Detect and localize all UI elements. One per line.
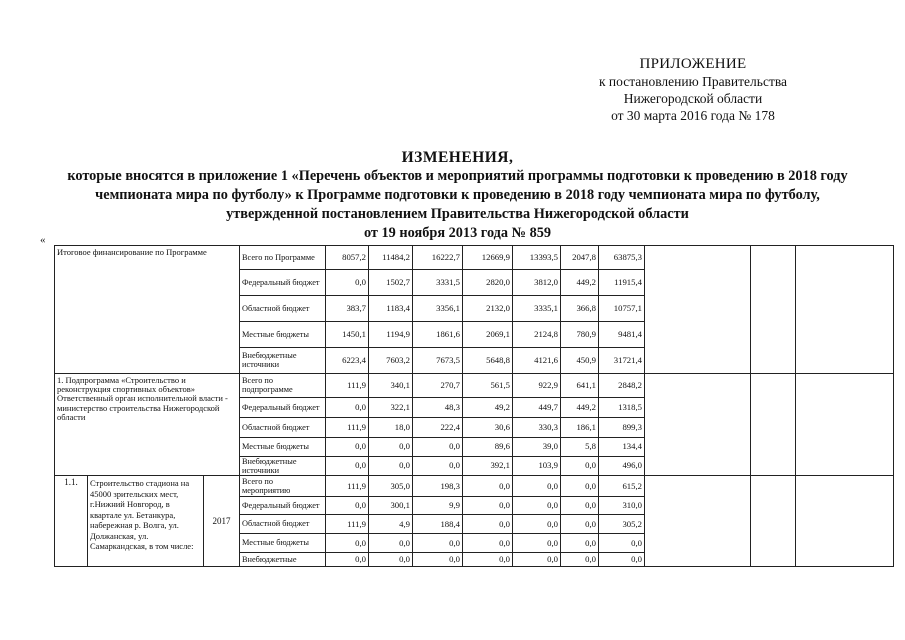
funding-value: 7603,2	[369, 348, 413, 374]
funding-value: 899,3	[599, 418, 645, 438]
funding-value: 3356,1	[413, 296, 463, 322]
funding-value: 0,0	[463, 553, 513, 567]
funding-value: 2820,0	[463, 270, 513, 296]
funding-value: 0,0	[413, 553, 463, 567]
funding-value: 103,9	[513, 457, 561, 476]
funding-value: 641,1	[561, 374, 599, 398]
funding-value: 0,0	[326, 497, 369, 515]
funding-value: 450,9	[561, 348, 599, 374]
funding-value: 340,1	[369, 374, 413, 398]
funding-value: 9,9	[413, 497, 463, 515]
funding-type: Внебюджетные источники	[240, 457, 326, 476]
funding-value: 10757,1	[599, 296, 645, 322]
object-year: 2017	[204, 476, 240, 567]
document-title	[20, 148, 895, 243]
funding-type: Внебюджетные	[240, 553, 326, 567]
appendix-line: к постановлению Правительства	[598, 74, 788, 89]
funding-value: 0,0	[463, 497, 513, 515]
funding-value: 2848,2	[599, 374, 645, 398]
table-row	[55, 246, 894, 270]
funding-value: 2124,8	[513, 322, 561, 348]
funding-value: 615,2	[599, 476, 645, 497]
funding-value: 392,1	[463, 457, 513, 476]
funding-value: 3335,1	[513, 296, 561, 322]
funding-value: 0,0	[326, 438, 369, 457]
funding-value: 2047,8	[561, 246, 599, 270]
funding-value: 39,0	[513, 438, 561, 457]
title-line: утвержденной постановлением Правительства Нижегородской области	[226, 206, 689, 222]
table-row	[55, 374, 894, 398]
funding-value: 0,0	[561, 457, 599, 476]
funding-value: 0,0	[413, 438, 463, 457]
funding-value: 16222,7	[413, 246, 463, 270]
funding-value: 0,0	[513, 515, 561, 534]
funding-value: 111,9	[326, 476, 369, 497]
funding-value: 31721,4	[599, 348, 645, 374]
funding-type: Всего по подпрограмме	[240, 374, 326, 398]
appendix-block	[563, 56, 823, 124]
funding-value: 11915,4	[599, 270, 645, 296]
funding-value: 300,1	[369, 497, 413, 515]
funding-value: 1194,9	[369, 322, 413, 348]
blank-col-c	[796, 476, 894, 567]
funding-value: 305,2	[599, 515, 645, 534]
funding-value: 6223,4	[326, 348, 369, 374]
funding-value: 0,0	[599, 534, 645, 553]
funding-value: 383,7	[326, 296, 369, 322]
funding-value: 2069,1	[463, 322, 513, 348]
funding-type: Федеральный бюджет	[240, 497, 326, 515]
funding-value: 5,8	[561, 438, 599, 457]
blank-col-b	[751, 476, 796, 567]
funding-value: 1318,5	[599, 398, 645, 418]
appendix-heading: ПРИЛОЖЕНИЕ	[639, 56, 747, 72]
funding-value: 780,9	[561, 322, 599, 348]
funding-value: 1861,6	[413, 322, 463, 348]
funding-type: Федеральный бюджет	[240, 398, 326, 418]
funding-value: 188,4	[413, 515, 463, 534]
funding-value: 111,9	[326, 418, 369, 438]
funding-value: 270,7	[413, 374, 463, 398]
funding-value: 366,8	[561, 296, 599, 322]
funding-value: 449,2	[561, 398, 599, 418]
funding-value: 0,0	[513, 497, 561, 515]
funding-value: 4121,6	[513, 348, 561, 374]
blank-col-c	[796, 246, 894, 374]
funding-value: 922,9	[513, 374, 561, 398]
funding-value: 5648,8	[463, 348, 513, 374]
appendix-line: Нижегородской области	[623, 91, 763, 106]
funding-value: 7673,5	[413, 348, 463, 374]
funding-value: 0,0	[513, 534, 561, 553]
funding-value: 0,0	[326, 553, 369, 567]
funding-value: 0,0	[513, 476, 561, 497]
funding-value: 198,3	[413, 476, 463, 497]
title-line: от 19 ноября 2013 года № 859	[363, 225, 552, 241]
funding-value: 0,0	[599, 553, 645, 567]
appendix-line: от 30 марта 2016 года № 178	[611, 108, 775, 123]
object-name: Строительство стадиона на 45000 зрительских мест, г.Нижний Новгород, в квартале ул. Бетанкура, набережная р. Волга, ул. Должанская, ул. Самаркандская, в том числе:	[88, 476, 204, 567]
blank-col-c	[796, 374, 894, 476]
funding-value: 12669,9	[463, 246, 513, 270]
funding-value: 0,0	[561, 553, 599, 567]
funding-value: 449,2	[561, 270, 599, 296]
funding-value: 330,3	[513, 418, 561, 438]
title-main: ИЗМЕНЕНИЯ,	[401, 149, 514, 166]
funding-type: Внебюджетные источники	[240, 348, 326, 374]
funding-value: 0,0	[369, 553, 413, 567]
funding-value: 305,0	[369, 476, 413, 497]
funding-value: 322,1	[369, 398, 413, 418]
funding-value: 11484,2	[369, 246, 413, 270]
funding-value: 0,0	[463, 476, 513, 497]
funding-value: 134,4	[599, 438, 645, 457]
funding-value: 0,0	[326, 270, 369, 296]
funding-type: Областной бюджет	[240, 296, 326, 322]
funding-value: 0,0	[326, 534, 369, 553]
funding-value: 561,5	[463, 374, 513, 398]
blank-col-a	[645, 374, 751, 476]
blank-col-b	[751, 374, 796, 476]
funding-value: 186,1	[561, 418, 599, 438]
funding-value: 449,7	[513, 398, 561, 418]
funding-value: 111,9	[326, 374, 369, 398]
funding-value: 8057,2	[326, 246, 369, 270]
funding-value: 0,0	[326, 398, 369, 418]
funding-value: 0,0	[463, 534, 513, 553]
funding-value: 3812,0	[513, 270, 561, 296]
funding-type: Всего по Программе	[240, 246, 326, 270]
table-row	[55, 476, 894, 497]
funding-type: Местные бюджеты	[240, 322, 326, 348]
funding-value: 0,0	[369, 457, 413, 476]
funding-value: 0,0	[413, 457, 463, 476]
funding-value: 9481,4	[599, 322, 645, 348]
funding-value: 3331,5	[413, 270, 463, 296]
object-index: 1.1.	[55, 476, 88, 567]
funding-value: 30,6	[463, 418, 513, 438]
section-name: 1. Подпрограмма «Строительство и реконструкция спортивных объектов» Ответственный орган исполнительной власти - министерство строительства Нижегородской области	[55, 374, 240, 476]
section-name: Итоговое финансирование по Программе	[55, 246, 240, 374]
funding-value: 0,0	[513, 553, 561, 567]
funding-value: 0,0	[561, 515, 599, 534]
funding-value: 0,0	[561, 476, 599, 497]
funding-type: Местные бюджеты	[240, 534, 326, 553]
title-line: которые вносятся в приложение 1 «Перечень объектов и мероприятий программы подготовки к проведению в 2018 году	[67, 168, 848, 184]
funding-value: 18,0	[369, 418, 413, 438]
funding-type: Всего по мероприятию	[240, 476, 326, 497]
funding-type: Областной бюджет	[240, 418, 326, 438]
funding-value: 0,0	[413, 534, 463, 553]
funding-value: 4,9	[369, 515, 413, 534]
funding-value: 222,4	[413, 418, 463, 438]
funding-value: 111,9	[326, 515, 369, 534]
funding-type: Областной бюджет	[240, 515, 326, 534]
blank-col-a	[645, 476, 751, 567]
funding-value: 1183,4	[369, 296, 413, 322]
funding-value: 13393,5	[513, 246, 561, 270]
funding-value: 0,0	[561, 497, 599, 515]
funding-value: 48,3	[413, 398, 463, 418]
funding-value: 63875,3	[599, 246, 645, 270]
funding-type: Федеральный бюджет	[240, 270, 326, 296]
funding-value: 0,0	[326, 457, 369, 476]
funding-type: Местные бюджеты	[240, 438, 326, 457]
funding-value: 0,0	[369, 534, 413, 553]
blank-col-b	[751, 246, 796, 374]
funding-value: 496,0	[599, 457, 645, 476]
funding-value: 0,0	[369, 438, 413, 457]
funding-value: 2132,0	[463, 296, 513, 322]
funding-value: 310,0	[599, 497, 645, 515]
funding-value: 89,6	[463, 438, 513, 457]
funding-value: 1502,7	[369, 270, 413, 296]
financing-table	[54, 245, 894, 567]
funding-value: 0,0	[561, 534, 599, 553]
funding-value: 0,0	[463, 515, 513, 534]
open-quote: «	[40, 234, 46, 246]
title-line: чемпионата мира по футболу» к Программе подготовки к проведению в 2018 году чемпионата мира по футболу,	[95, 187, 820, 203]
blank-col-a	[645, 246, 751, 374]
funding-value: 1450,1	[326, 322, 369, 348]
funding-value: 49,2	[463, 398, 513, 418]
